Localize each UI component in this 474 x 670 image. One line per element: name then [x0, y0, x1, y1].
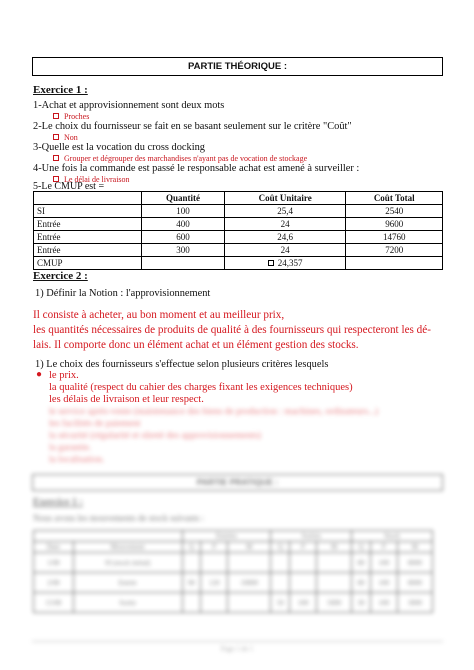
table-cell: 600 [142, 231, 225, 244]
table-cell: 25,4 [224, 205, 345, 218]
table-header-cell: M [228, 542, 271, 553]
blurred-exercice-heading: Exercice 1 : [33, 497, 83, 508]
checkbox-icon [53, 113, 59, 119]
blurred-criteria-2: les facilités de paiement [49, 419, 141, 429]
table-row [34, 218, 443, 231]
answer-4: Le délai de livraison [53, 175, 130, 185]
table-header-cell: P [370, 542, 397, 553]
table-header-cell: Q [271, 542, 290, 553]
criteria-item-prix: le prix. [49, 370, 79, 381]
question-5: 5-Le CMUP est = [33, 181, 105, 192]
table-cell: 7200 [346, 244, 443, 257]
table-row [34, 231, 443, 244]
table-row: 15/08 Sortie 50 100 5000 30 100 3000 [34, 593, 433, 613]
table-header-cell: P [290, 542, 317, 553]
table-cell: 400 [142, 218, 225, 231]
table-row: 2/08 Entrée 90 120 10800 80 100 8000 [34, 573, 433, 593]
question-4: 4-Une fois la commande est passé le responsable achat est amené à surveiller : [33, 163, 360, 174]
section-title-pratique: PARTIE PRATIQUE : [32, 474, 443, 491]
table-row [34, 244, 443, 257]
bullet-icon: ● [36, 369, 43, 380]
table-cell: 9600 [346, 218, 443, 231]
table-group-header: Sorties [271, 531, 352, 542]
table-cell-cmup-value: 24,357 [224, 257, 345, 270]
table-cell: 14760 [346, 231, 443, 244]
table-row-cmup [34, 257, 443, 270]
table-cell: Entrée [34, 231, 142, 244]
blurred-criteria-4: la garantie. [49, 443, 92, 453]
blurred-intro: Nous avons les mouvements de stock suivants : [33, 513, 205, 523]
table-header-cell: M [397, 542, 432, 553]
question-3: 3-Quelle est la vocation du cross docking [33, 142, 205, 153]
table-header-cell: Q [182, 542, 201, 553]
section-title-theorique: PARTIE THÉORIQUE : [32, 57, 443, 76]
table-header-cell: M [317, 542, 352, 553]
footer-divider [32, 641, 443, 642]
answer-3: Grouper et dégrouper des marchandises n'ayant pas de vocation de stockage [53, 154, 307, 164]
answer-2: Non [53, 133, 78, 143]
table-row [34, 205, 443, 218]
exercice-2-heading: Exercice 2 : [33, 270, 88, 282]
table-header-cell: Q [352, 542, 371, 553]
blurred-criteria-3: la sécurité (régularité et sûreté des approvisionnements) [49, 431, 262, 441]
table-header-cell [34, 192, 142, 205]
table-cell: 100 [142, 205, 225, 218]
blurred-criteria-5: la localisation. [49, 455, 105, 465]
table-cell: 2540 [346, 205, 443, 218]
question-criteres: 1) Le choix des fournisseurs s'effectue selon plusieurs critères lesquels [35, 359, 329, 370]
definition-line-2: les quantités nécessaires de produits de qualité à des fournisseurs qui respecteront les dé- [33, 324, 431, 336]
table-header-cell: Date [34, 542, 74, 553]
table-cell: SI [34, 205, 142, 218]
definition-line-3: lais. Il comporte donc un élément achat et un élément gestion des stocks. [33, 339, 359, 351]
blurred-stock-table [33, 530, 433, 613]
question-definir: 1) Définir la Notion : l'approvisionnement [35, 288, 211, 299]
table-group-header: Stock [352, 531, 433, 542]
checkbox-icon [53, 134, 59, 140]
question-2: 2-Le choix du fournisseur se fait en se basant seulement sur le critère "Coût" [33, 121, 352, 132]
table-cell: CMUP [34, 257, 142, 270]
table-header-cell: P [201, 542, 228, 553]
checkbox-icon [53, 155, 59, 161]
definition-line-1: Il consiste à acheter, au bon moment et au meilleur prix, [33, 309, 285, 321]
question-1: 1-Achat et approvisionnement sont deux mots [33, 100, 225, 111]
checkbox-icon [268, 260, 274, 266]
table-header-cell: Coût Total [346, 192, 443, 205]
table-cell [142, 257, 225, 270]
table-cell [346, 257, 443, 270]
blurred-criteria-1: le service après-vente (maintenance des biens de production : machines, ordinateurs...) [49, 407, 379, 417]
table-cell: Entrée [34, 218, 142, 231]
criteria-item-delais: les délais de livraison et leur respect. [49, 394, 204, 405]
table-cell: 24 [224, 218, 345, 231]
answer-1: Proches [53, 112, 89, 122]
table-row: 1/08 SI (stock initial) 80 100 8000 [34, 553, 433, 573]
table-cell: 24 [224, 244, 345, 257]
table-cell: 300 [142, 244, 225, 257]
exercice-1-heading: Exercice 1 : [33, 84, 88, 96]
table-cell: Entrée [34, 244, 142, 257]
table-group-header: Entrées [182, 531, 271, 542]
cmup-table [33, 191, 443, 270]
page-footer: Page 1 de 1 [220, 645, 254, 653]
criteria-item-qualite: la qualité (respect du cahier des charges fixant les exigences techniques) [49, 382, 353, 393]
table-cell: 24,6 [224, 231, 345, 244]
table-header-row [34, 192, 443, 205]
table-header-cell: Mouvement [73, 542, 182, 553]
table-header-cell: Coût Unitaire [224, 192, 345, 205]
table-header-cell: Quantité [142, 192, 225, 205]
